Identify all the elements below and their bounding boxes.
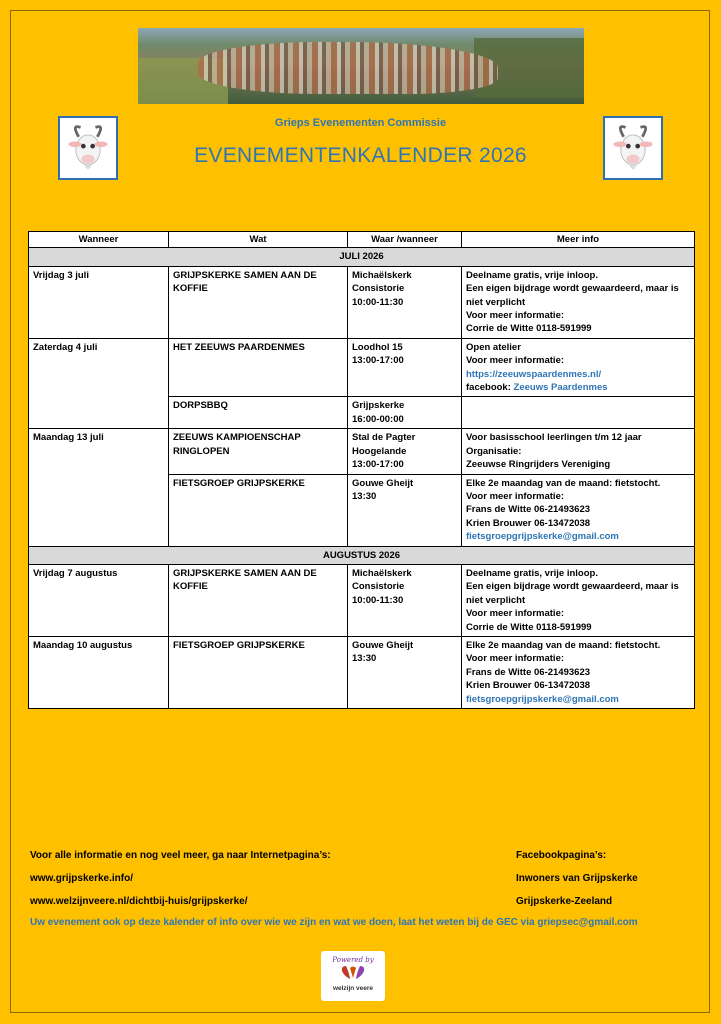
event-location (348, 474, 462, 546)
footer-note: Uw evenement ook op deze kalender of info over wie we zijn en wat we doen, laat het weten bij de GEC via griepsec@gmail.com (30, 917, 638, 928)
info-prefix: facebook: (466, 382, 514, 394)
event-name: DORPSBBQ (169, 397, 348, 429)
info-text: Voor meer informatie: (466, 608, 565, 620)
powered-by-org: welzijn veere (332, 985, 374, 992)
location-line: 13:30 (352, 653, 377, 665)
commission-name: Grieps Evenementen Commissie (274, 117, 447, 129)
info-text: Een eigen bijdrage wordt gewaardeerd, maar is niet verplicht (466, 283, 679, 308)
month-label: JULI 2026 (29, 248, 695, 266)
event-date: Vrijdag 7 augustus (29, 564, 169, 636)
info-line (466, 368, 690, 381)
table-row (29, 636, 695, 708)
month-row (29, 546, 695, 564)
info-line (466, 666, 690, 679)
footer-info-label: Voor alle informatie en nog veel meer, ga naar Internetpagina’s: (30, 850, 331, 861)
info-text: Voor meer informatie: (466, 310, 565, 322)
event-info (462, 636, 695, 708)
location-line: Grijpskerke (352, 400, 405, 412)
location-line: Loodhol 15 (352, 341, 403, 353)
table-row (29, 564, 695, 636)
info-text: Frans de Witte 06-21493623 (466, 504, 591, 516)
facebook-page-link[interactable]: Grijpskerke-Zeeland (516, 896, 613, 907)
month-row (29, 248, 695, 266)
info-line (466, 607, 690, 620)
info-line (466, 445, 690, 458)
column-header: Wanneer (29, 232, 169, 248)
info-text: Zeeuwse Ringrijders Vereniging (466, 459, 611, 471)
location-line: 10:00-11:30 (352, 594, 404, 606)
table-header-row (29, 232, 695, 248)
event-date: Vrijdag 3 juli (29, 266, 169, 338)
info-line (466, 309, 690, 322)
info-line (466, 282, 690, 309)
event-location (348, 338, 462, 397)
location-line: Hoogelande (352, 445, 407, 457)
event-location (348, 429, 462, 474)
info-line (466, 580, 690, 607)
info-line (466, 693, 690, 706)
info-text: Voor meer informatie: (466, 653, 565, 665)
location-line: 10:00-11:30 (352, 296, 404, 308)
event-name: FIETSGROEP GRIJPSKERKE (169, 474, 348, 546)
event-date: Maandag 10 augustus (29, 636, 169, 708)
column-header: Meer info (462, 232, 695, 248)
event-info (462, 266, 695, 338)
heart-logo-icon (340, 964, 366, 980)
facebook-page-link[interactable]: Inwoners van Grijpskerke (516, 873, 638, 884)
info-text: Voor meer informatie: (466, 490, 565, 502)
event-location (348, 397, 462, 429)
page-title: EVENEMENTENKALENDER 2026 (194, 144, 527, 167)
facebook-label: Facebookpagina’s: (516, 850, 607, 861)
event-name: HET ZEEUWS PAARDENMES (169, 338, 348, 397)
events-table (28, 231, 695, 709)
location-line: 13:00-17:00 (352, 459, 404, 471)
location-line: Stal de Pagter (352, 432, 416, 444)
info-link[interactable]: fietsgroepgrijpskerke@gmail.com (466, 531, 619, 543)
events-body (29, 248, 695, 709)
info-line (466, 322, 690, 335)
info-line (466, 269, 690, 282)
info-text: Organisatie: (466, 445, 522, 457)
info-link[interactable]: fietsgroepgrijpskerke@gmail.com (466, 693, 619, 705)
info-text: Frans de Witte 06-21493623 (466, 666, 591, 678)
event-name: FIETSGROEP GRIJPSKERKE (169, 636, 348, 708)
location-line: Gouwe Gheijt (352, 477, 414, 489)
month-label: AUGUSTUS 2026 (29, 546, 695, 564)
column-header: Waar /wanneer (348, 232, 462, 248)
event-info (462, 564, 695, 636)
info-line (466, 652, 690, 665)
info-text: Een eigen bijdrage wordt gewaardeerd, maar is niet verplicht (466, 581, 679, 606)
table-row (29, 266, 695, 338)
location-line: 13:30 (352, 490, 377, 502)
info-line (466, 458, 690, 471)
table-row (29, 338, 695, 397)
column-header: Wat (169, 232, 348, 248)
info-line (466, 530, 690, 543)
info-line (466, 431, 690, 444)
location-line: Michaëlskerk (352, 269, 412, 281)
info-text: Elke 2e maandag van de maand: fietstocht. (466, 477, 661, 489)
info-line (466, 567, 690, 580)
event-date: Zaterdag 4 juli (29, 338, 169, 428)
event-location (348, 266, 462, 338)
location-line: 16:00-00:00 (352, 413, 404, 425)
location-line: Consistorie (352, 581, 405, 593)
location-line: Gouwe Gheijt (352, 639, 414, 651)
info-line (466, 621, 690, 634)
powered-by-text: Powered by (332, 956, 374, 964)
info-text: Voor basisschool leerlingen t/m 12 jaar (466, 432, 642, 444)
location-line: Consistorie (352, 283, 405, 295)
info-text: Krien Brouwer 06-13472038 (466, 680, 591, 692)
header-photo (138, 28, 584, 104)
footer-site-link[interactable]: www.grijpskerke.info/ (30, 873, 133, 884)
info-line (466, 679, 690, 692)
info-line (466, 639, 690, 652)
event-name: ZEEUWS KAMPIOENSCHAP RINGLOPEN (169, 429, 348, 474)
info-line (466, 503, 690, 516)
event-date: Maandag 13 juli (29, 429, 169, 546)
info-text: Voor meer informatie: (466, 355, 565, 367)
info-text: Open atelier (466, 341, 521, 353)
info-link[interactable]: Zeeuws Paardenmes (513, 382, 608, 394)
info-text: Deelname gratis, vrije inloop. (466, 269, 598, 281)
table-row (29, 429, 695, 474)
event-location (348, 636, 462, 708)
info-line (466, 517, 690, 530)
info-line (466, 341, 690, 354)
info-line (466, 381, 690, 394)
event-info (462, 397, 695, 429)
info-text: Elke 2e maandag van de maand: fietstocht. (466, 639, 661, 651)
info-text: Corrie de Witte 0118-591999 (466, 323, 592, 335)
event-info (462, 429, 695, 474)
event-location (348, 564, 462, 636)
location-line: 13:00-17:00 (352, 355, 404, 367)
info-text: Corrie de Witte 0118-591999 (466, 621, 592, 633)
info-line (466, 490, 690, 503)
info-line (466, 477, 690, 490)
info-line (466, 354, 690, 367)
info-text: Deelname gratis, vrije inloop. (466, 567, 598, 579)
footer-site-link[interactable]: www.welzijnveere.nl/dichtbij-huis/grijpskerke/ (30, 896, 248, 907)
location-line: Michaëlskerk (352, 567, 412, 579)
info-link[interactable]: https://zeeuwspaardenmes.nl/ (466, 368, 602, 380)
event-name: GRIJPSKERKE SAMEN AAN DE KOFFIE (169, 266, 348, 338)
event-name: GRIJPSKERKE SAMEN AAN DE KOFFIE (169, 564, 348, 636)
event-info (462, 474, 695, 546)
event-info (462, 338, 695, 397)
powered-by-logo (321, 951, 385, 1001)
info-text: Krien Brouwer 06-13472038 (466, 517, 591, 529)
